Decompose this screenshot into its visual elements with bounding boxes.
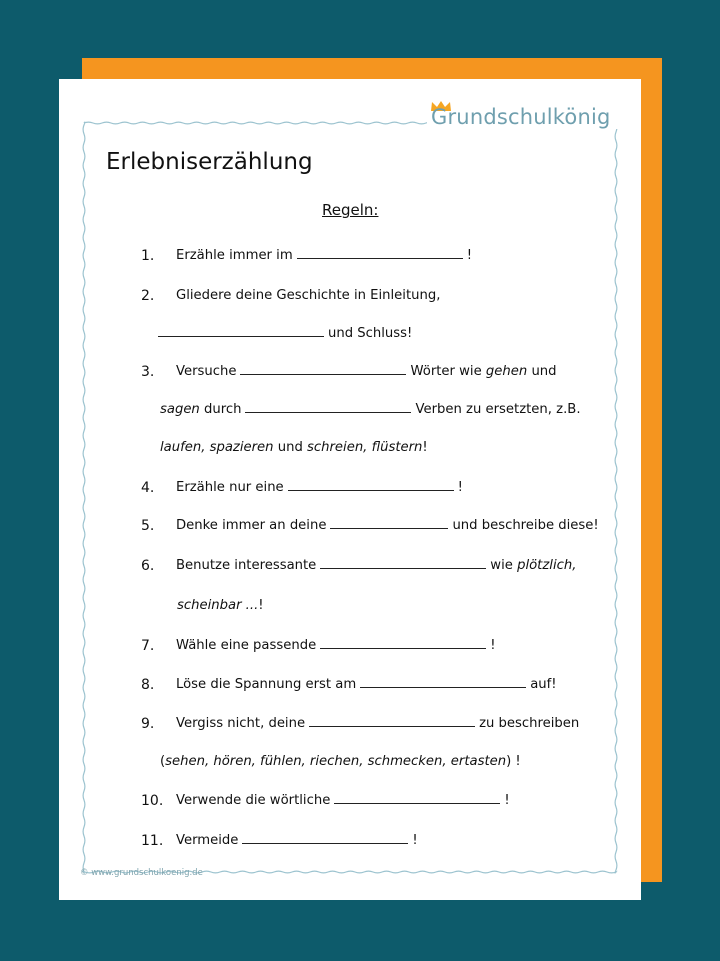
rule-2-line-2 xyxy=(158,324,412,344)
rule-text: ! xyxy=(422,440,428,455)
brand-logo: Grundschulkönig xyxy=(431,105,611,129)
rule-text: Vermeide xyxy=(176,833,239,848)
rule-text: Erzähle nur eine xyxy=(176,480,284,495)
rule-9-line-1 xyxy=(176,714,579,734)
rule-text: ! xyxy=(504,793,510,808)
rule-number-10: 10. xyxy=(141,793,164,809)
rule-number-9: 9. xyxy=(141,716,155,732)
rule-number-7: 7. xyxy=(141,638,155,654)
rule-text: Löse die Spannung erst am xyxy=(176,677,357,692)
rule-text: ) ! xyxy=(506,754,521,769)
answer-blank xyxy=(158,324,324,337)
answer-blank xyxy=(309,714,475,727)
rules-heading: Regeln: xyxy=(322,201,379,219)
answer-blank xyxy=(330,516,448,529)
worksheet-page xyxy=(59,79,641,900)
rule-text: ( xyxy=(160,754,166,769)
rule-text: auf! xyxy=(530,677,557,692)
rule-number-11: 11. xyxy=(141,833,164,849)
rule-text-italic: gehen xyxy=(485,364,528,379)
rule-number-3: 3. xyxy=(141,364,155,380)
rule-text: Gliedere deine Geschichte in Einleitung, xyxy=(176,288,441,303)
rule-1-line-1 xyxy=(176,246,472,266)
rule-number-5: 5. xyxy=(141,518,155,534)
answer-blank xyxy=(288,478,454,491)
answer-blank xyxy=(240,362,406,375)
rule-8-line-1 xyxy=(176,675,557,695)
rule-text-italic: laufen, spazieren xyxy=(160,440,274,455)
rule-text: Benutze interessante xyxy=(176,558,317,573)
rule-3-line-2 xyxy=(160,400,581,420)
answer-blank xyxy=(320,556,486,569)
rule-number-2: 2. xyxy=(141,288,155,304)
rule-3-line-3 xyxy=(160,438,428,458)
rule-text: und Schluss! xyxy=(328,326,413,341)
rule-text: Wörter wie xyxy=(410,364,482,379)
answer-blank xyxy=(360,675,526,688)
rule-text: ! xyxy=(466,248,472,263)
rule-9-line-2 xyxy=(160,752,521,772)
rule-text: ! xyxy=(412,833,418,848)
rule-text: durch xyxy=(204,402,242,417)
rule-text: Verwende die wörtliche xyxy=(176,793,331,808)
rule-4-line-1 xyxy=(176,478,463,498)
rule-text: und xyxy=(277,440,303,455)
page-title: Erlebniserzählung xyxy=(106,149,313,175)
rule-text: Denke immer an deine xyxy=(176,518,327,533)
rule-text-italic: sagen xyxy=(160,402,200,417)
rule-text: Wähle eine passende xyxy=(176,638,317,653)
rule-text: und beschreibe diese! xyxy=(452,518,599,533)
rule-text: ! xyxy=(258,598,264,613)
rule-5-line-1 xyxy=(176,516,599,536)
rule-text-italic: scheinbar ... xyxy=(177,598,259,613)
rule-text: Versuche xyxy=(176,364,237,379)
answer-blank xyxy=(245,400,411,413)
answer-blank xyxy=(297,246,463,259)
rule-text: Erzähle immer im xyxy=(176,248,293,263)
copyright-footer: © www.grundschulkoenig.de xyxy=(80,868,203,878)
rule-text: zu beschreiben xyxy=(479,716,580,731)
rule-11-line-1 xyxy=(176,831,418,851)
rule-2-line-1 xyxy=(176,286,440,306)
rule-text: ! xyxy=(457,480,463,495)
answer-blank xyxy=(320,636,486,649)
rule-text: Vergiss nicht, deine xyxy=(176,716,306,731)
rule-text-italic: schreien, flüstern xyxy=(307,440,423,455)
rule-6-line-1 xyxy=(176,556,576,576)
rule-number-1: 1. xyxy=(141,248,155,264)
answer-blank xyxy=(242,831,408,844)
rule-6-line-2 xyxy=(177,596,264,616)
rule-text: wie xyxy=(490,558,513,573)
answer-blank xyxy=(334,791,500,804)
rule-number-6: 6. xyxy=(141,558,155,574)
rule-number-8: 8. xyxy=(141,677,155,693)
rule-3-line-1 xyxy=(176,362,557,382)
rule-text-italic: plötzlich, xyxy=(517,558,577,573)
rule-text-italic: sehen, hören, fühlen, riechen, schmecken, ertasten xyxy=(165,754,507,769)
rule-number-4: 4. xyxy=(141,480,155,496)
rule-text: Verben zu ersetzten, z.B. xyxy=(415,402,581,417)
rule-text: ! xyxy=(490,638,496,653)
rule-7-line-1 xyxy=(176,636,496,656)
rule-10-line-1 xyxy=(176,791,510,811)
rule-text: und xyxy=(531,364,557,379)
